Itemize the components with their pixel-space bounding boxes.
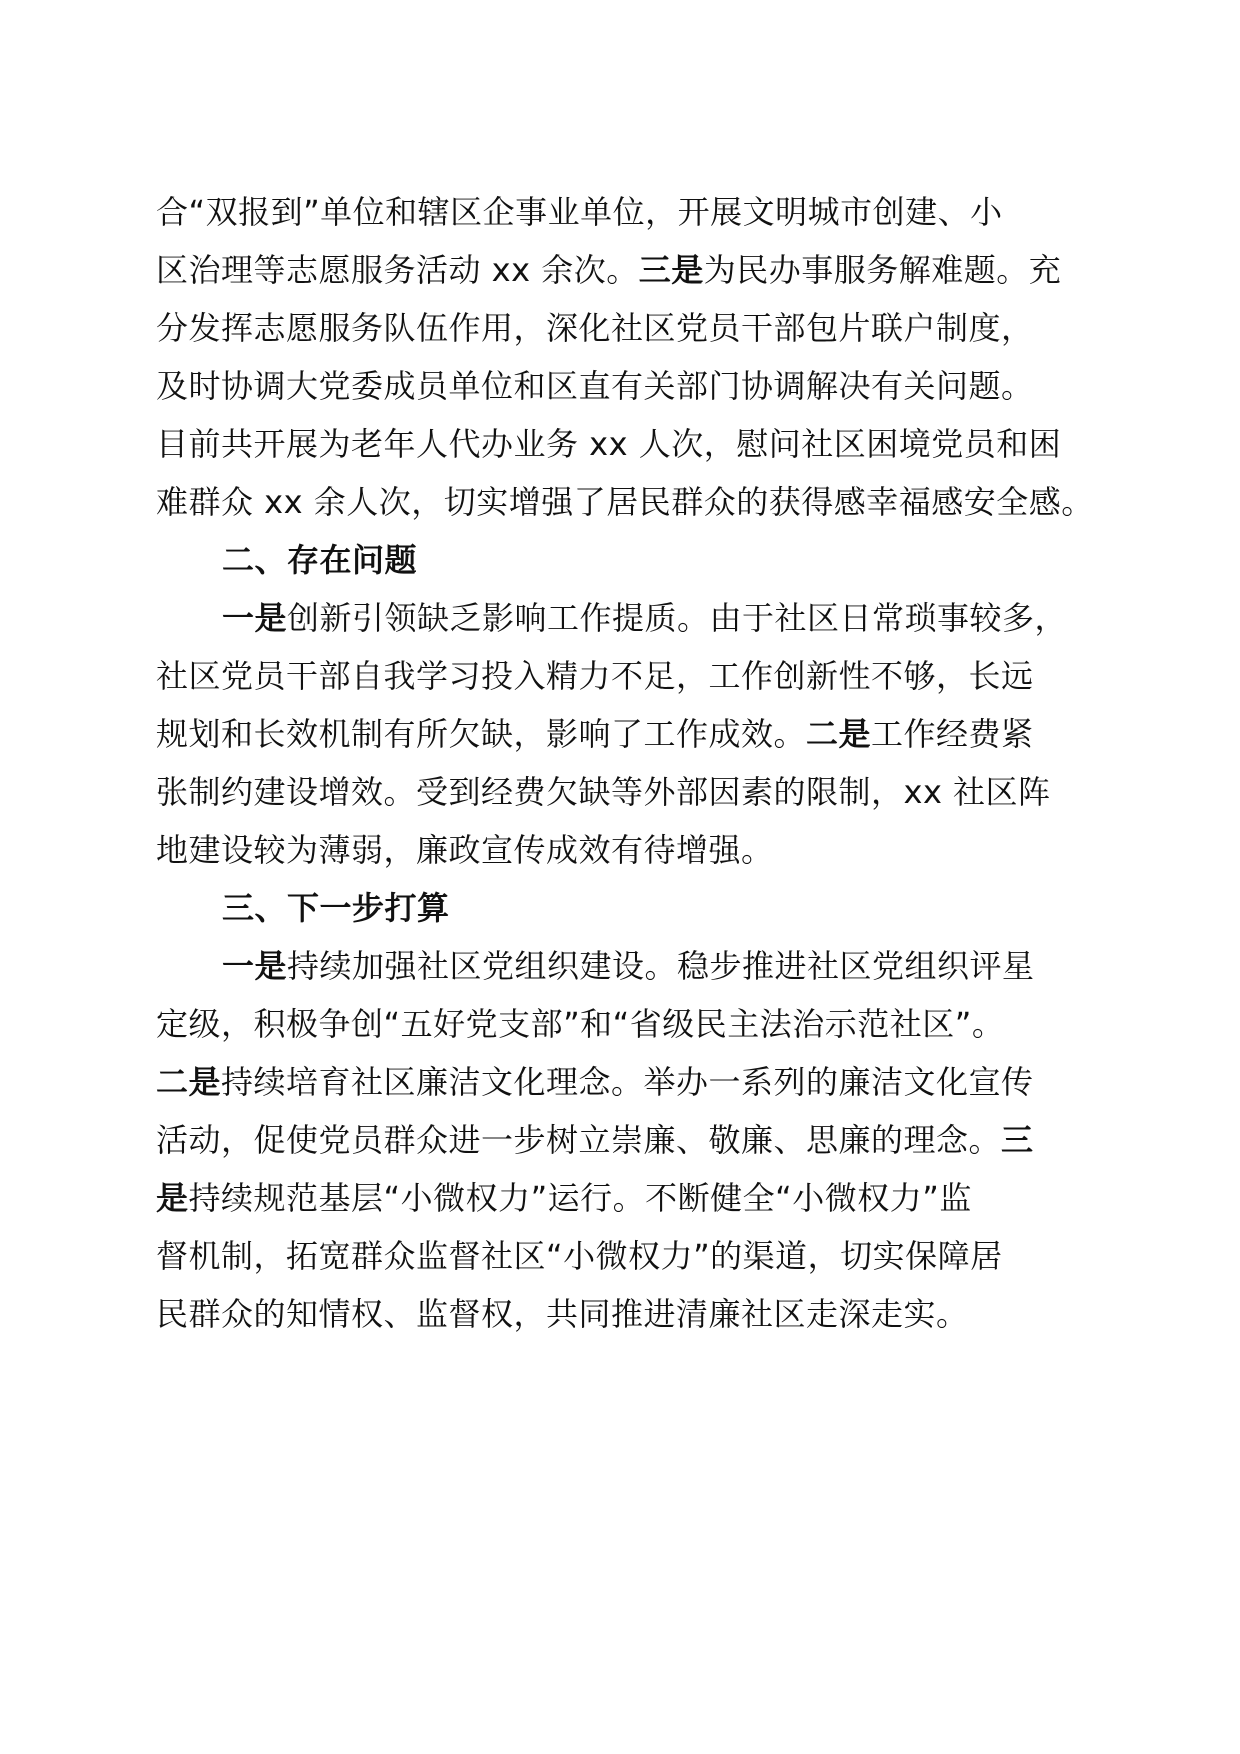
text-line (156, 1169, 1096, 1227)
text-line (156, 1227, 1096, 1285)
text-line (156, 995, 1096, 1053)
text-segment: 活动，促使党员群众进一步树立崇廉、敬廉、思廉的理念。 (156, 1121, 1002, 1159)
text-segment: 难群众 xx 余人次，切实增强了居民群众的获得感幸福感安全感。 (156, 483, 1094, 521)
text-segment: 持续加强社区党组织建设。稳步推进社区党组织评星 (287, 947, 1035, 985)
section-heading (156, 531, 1096, 589)
text-segment: 定级，积极争创“五好党支部”和“省级民主法治示范社区”。 (156, 1005, 1005, 1043)
text-line (156, 1111, 1096, 1169)
bold-text: 一是 (222, 947, 288, 985)
text-segment: 创新引领缺乏影响工作提质。由于社区日常琐事较多， (287, 599, 1068, 637)
text-segment: 规划和长效机制有所欠缺，影响了工作成效。 (156, 715, 807, 753)
text-line (156, 473, 1096, 531)
bold-text: 三 (1001, 1121, 1034, 1159)
text-line (156, 357, 1096, 415)
text-segment: 社区党员干部自我学习投入精力不足，工作创新性不够，长远 (156, 657, 1034, 695)
bold-text: 是 (156, 1179, 189, 1217)
text-line (156, 763, 1096, 821)
text-segment: 张制约建设增效。受到经费欠缺等外部因素的限制，xx 社区阵 (156, 773, 1051, 811)
text-line (156, 647, 1096, 705)
text-line (156, 937, 1096, 995)
document-body (156, 183, 1096, 1343)
text-line (156, 241, 1096, 299)
text-segment: 持续培育社区廉洁文化理念。举办一系列的廉洁文化宣传 (221, 1063, 1034, 1101)
bold-text: 三是 (638, 251, 704, 289)
section-heading (156, 879, 1096, 937)
bold-text: 一是 (222, 599, 288, 637)
text-segment: 区治理等志愿服务活动 xx 余次。 (156, 251, 639, 289)
text-segment: 分发挥志愿服务队伍作用，深化社区党员干部包片联户制度， (156, 309, 1034, 347)
text-segment: 持续规范基层“小微权力”运行。不断健全“小微权力”监 (188, 1179, 972, 1217)
text-segment: 工作经费紧 (871, 715, 1034, 753)
text-line (156, 299, 1096, 357)
text-segment: 为民办事服务解难题。充 (703, 251, 1062, 289)
bold-text: 二是 (156, 1063, 222, 1101)
text-segment: 目前共开展为老年人代办业务 xx 人次，慰问社区困境党员和困 (156, 425, 1062, 463)
bold-text: 二、存在问题 (222, 541, 418, 579)
text-segment: 民群众的知情权、监督权，共同推进清廉社区走深走实。 (156, 1295, 969, 1333)
text-line (156, 1053, 1096, 1111)
text-segment: 地建设较为薄弱，廉政宣传成效有待增强。 (156, 831, 774, 869)
text-segment: 及时协调大党委成员单位和区直有关部门协调解决有关问题。 (156, 367, 1034, 405)
text-segment: 合“双报到”单位和辖区企事业单位，开展文明城市创建、小 (156, 193, 1003, 231)
text-line (156, 1285, 1096, 1343)
text-line (156, 589, 1096, 647)
bold-text: 三、下一步打算 (222, 889, 450, 927)
text-line (156, 415, 1096, 473)
text-line (156, 821, 1096, 879)
text-segment: 督机制，拓宽群众监督社区“小微权力”的渠道，切实保障居 (156, 1237, 1003, 1275)
text-line (156, 183, 1096, 241)
text-line (156, 705, 1096, 763)
bold-text: 二是 (806, 715, 872, 753)
